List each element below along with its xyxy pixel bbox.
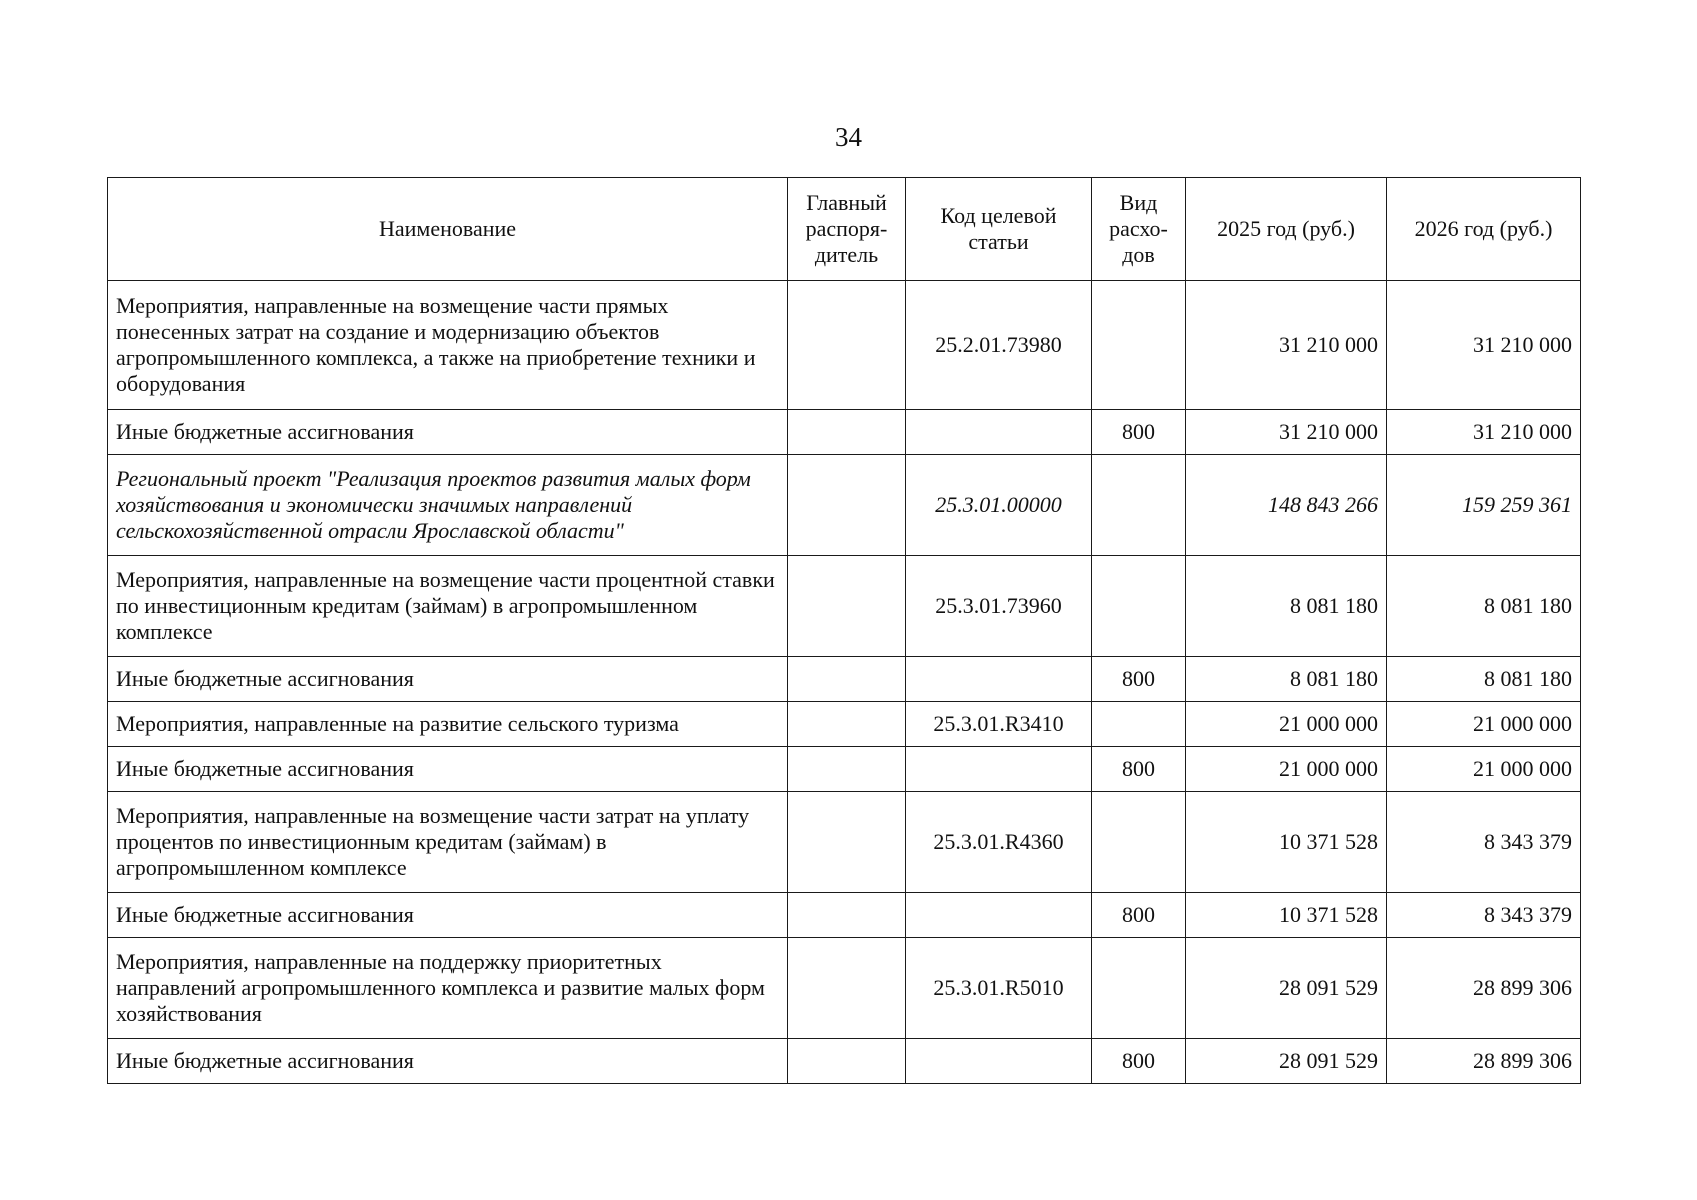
row-2026: 8 343 379 bbox=[1387, 792, 1581, 893]
table-row bbox=[108, 455, 1581, 556]
header-code: Код целевой статьи bbox=[906, 178, 1092, 281]
row-admin bbox=[788, 455, 906, 556]
row-2026: 8 081 180 bbox=[1387, 657, 1581, 702]
row-code: 25.3.01.R5010 bbox=[906, 938, 1092, 1039]
row-name: Иные бюджетные ассигнования bbox=[108, 1039, 788, 1084]
header-2025: 2025 год (руб.) bbox=[1186, 178, 1387, 281]
row-2025: 8 081 180 bbox=[1186, 556, 1387, 657]
row-kind bbox=[1092, 792, 1186, 893]
row-admin bbox=[788, 747, 906, 792]
row-kind: 800 bbox=[1092, 410, 1186, 455]
row-2025: 21 000 000 bbox=[1186, 702, 1387, 747]
row-admin bbox=[788, 1039, 906, 1084]
row-2025: 10 371 528 bbox=[1186, 792, 1387, 893]
row-name: Мероприятия, направленные на развитие сельского туризма bbox=[108, 702, 788, 747]
row-admin bbox=[788, 556, 906, 657]
row-kind bbox=[1092, 556, 1186, 657]
page-number: 34 bbox=[835, 122, 862, 152]
row-2026: 31 210 000 bbox=[1387, 410, 1581, 455]
row-2025: 28 091 529 bbox=[1186, 938, 1387, 1039]
row-2026: 8 343 379 bbox=[1387, 893, 1581, 938]
row-admin bbox=[788, 938, 906, 1039]
row-code: 25.3.01.R4360 bbox=[906, 792, 1092, 893]
row-2025: 10 371 528 bbox=[1186, 893, 1387, 938]
row-kind bbox=[1092, 281, 1186, 410]
row-name: Мероприятия, направленные на возмещение части затрат на уплату процентов по инвестиционным кредитам (займам) в агропромышленном комплексе bbox=[108, 792, 788, 893]
row-2026: 21 000 000 bbox=[1387, 747, 1581, 792]
row-2025: 31 210 000 bbox=[1186, 281, 1387, 410]
row-code: 25.3.01.00000 bbox=[906, 455, 1092, 556]
row-2026: 28 899 306 bbox=[1387, 1039, 1581, 1084]
table-row bbox=[108, 938, 1581, 1039]
row-name: Региональный проект "Реализация проектов развития малых форм хозяйствования и экономически значимых направлений сельскохозяйственной отрасли Ярославской области" bbox=[108, 455, 788, 556]
row-admin bbox=[788, 657, 906, 702]
row-2025: 31 210 000 bbox=[1186, 410, 1387, 455]
row-code bbox=[906, 747, 1092, 792]
table-row bbox=[108, 281, 1581, 410]
row-2025: 8 081 180 bbox=[1186, 657, 1387, 702]
row-code bbox=[906, 1039, 1092, 1084]
table-row bbox=[108, 556, 1581, 657]
row-admin bbox=[788, 281, 906, 410]
header-admin: Главный распоря-дитель bbox=[788, 178, 906, 281]
row-admin bbox=[788, 792, 906, 893]
header-name: Наименование bbox=[108, 178, 788, 281]
row-kind bbox=[1092, 455, 1186, 556]
row-admin bbox=[788, 410, 906, 455]
row-kind: 800 bbox=[1092, 893, 1186, 938]
table-row bbox=[108, 1039, 1581, 1084]
row-name: Мероприятия, направленные на возмещение части процентной ставки по инвестиционным кредитам (займам) в агропромышленном комплексе bbox=[108, 556, 788, 657]
table-row bbox=[108, 657, 1581, 702]
table-row bbox=[108, 410, 1581, 455]
row-kind: 800 bbox=[1092, 657, 1186, 702]
row-2026: 31 210 000 bbox=[1387, 281, 1581, 410]
row-2026: 159 259 361 bbox=[1387, 455, 1581, 556]
table-row bbox=[108, 747, 1581, 792]
row-2026: 8 081 180 bbox=[1387, 556, 1581, 657]
row-code: 25.3.01.73960 bbox=[906, 556, 1092, 657]
row-name: Иные бюджетные ассигнования bbox=[108, 747, 788, 792]
row-name: Иные бюджетные ассигнования bbox=[108, 410, 788, 455]
row-name: Мероприятия, направленные на возмещение части прямых понесенных затрат на создание и модернизацию объектов агропромышленного комплекса, а также на приобретение техники и оборудования bbox=[108, 281, 788, 410]
row-code bbox=[906, 410, 1092, 455]
row-2025: 28 091 529 bbox=[1186, 1039, 1387, 1084]
row-admin bbox=[788, 893, 906, 938]
table-row bbox=[108, 702, 1581, 747]
row-2025: 21 000 000 bbox=[1186, 747, 1387, 792]
row-name: Мероприятия, направленные на поддержку приоритетных направлений агропромышленного комплекса и развитие малых форм хозяйствования bbox=[108, 938, 788, 1039]
row-kind: 800 bbox=[1092, 747, 1186, 792]
row-name: Иные бюджетные ассигнования bbox=[108, 893, 788, 938]
table-row bbox=[108, 792, 1581, 893]
row-code bbox=[906, 657, 1092, 702]
row-admin bbox=[788, 702, 906, 747]
row-name: Иные бюджетные ассигнования bbox=[108, 657, 788, 702]
header-kind: Вид расхо-дов bbox=[1092, 178, 1186, 281]
row-kind: 800 bbox=[1092, 1039, 1186, 1084]
table-row bbox=[108, 893, 1581, 938]
row-kind bbox=[1092, 938, 1186, 1039]
row-2026: 21 000 000 bbox=[1387, 702, 1581, 747]
row-2026: 28 899 306 bbox=[1387, 938, 1581, 1039]
row-kind bbox=[1092, 702, 1186, 747]
row-code: 25.2.01.73980 bbox=[906, 281, 1092, 410]
budget-table bbox=[107, 177, 1581, 1084]
row-2025: 148 843 266 bbox=[1186, 455, 1387, 556]
header-2026: 2026 год (руб.) bbox=[1387, 178, 1581, 281]
table-header-row bbox=[108, 178, 1581, 281]
row-code bbox=[906, 893, 1092, 938]
row-code: 25.3.01.R3410 bbox=[906, 702, 1092, 747]
